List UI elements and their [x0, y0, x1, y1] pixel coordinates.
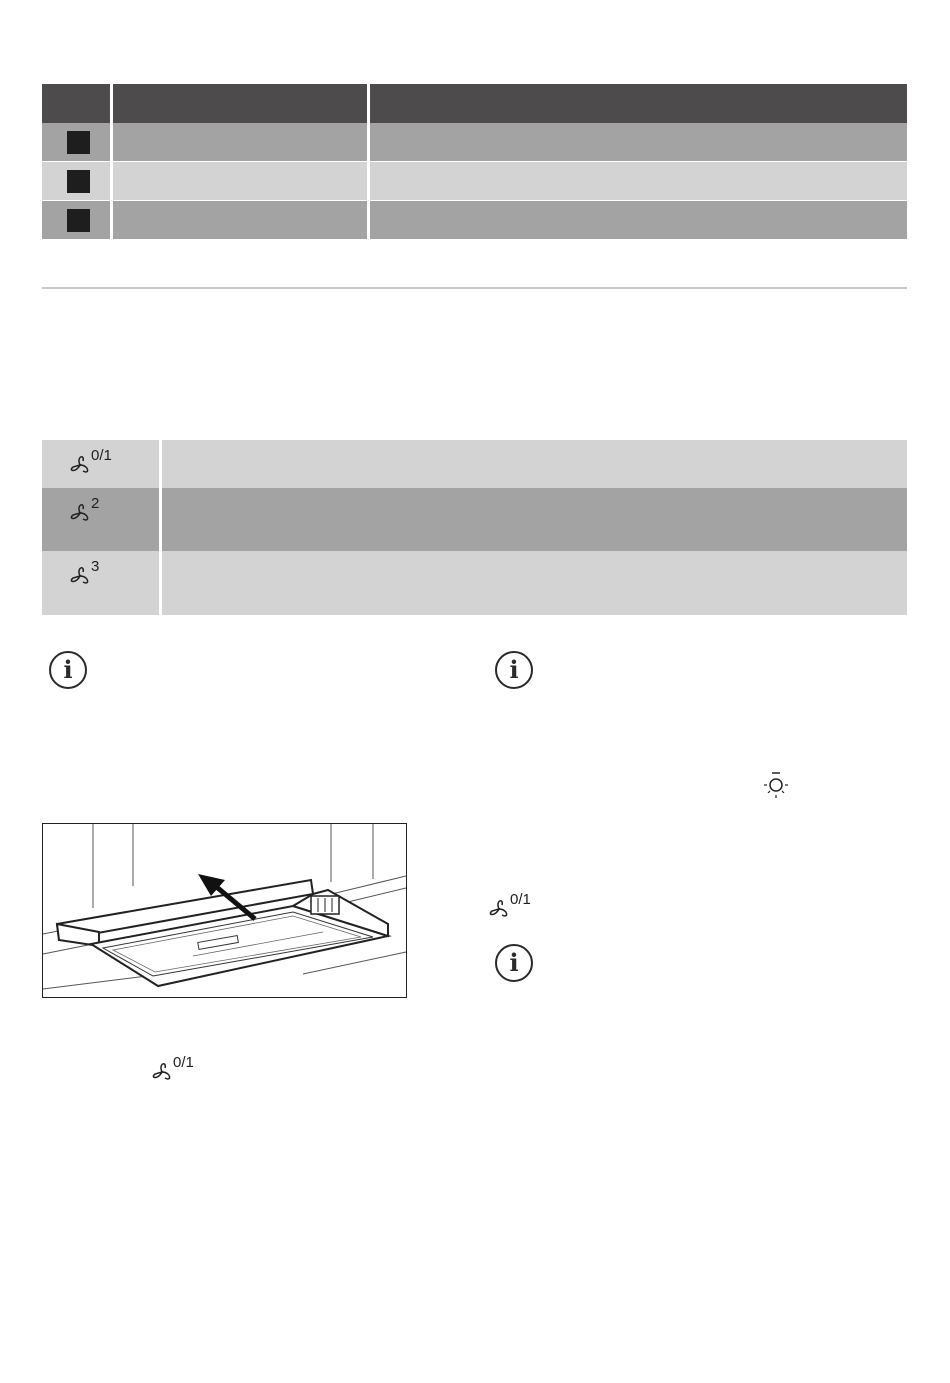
info-icon: i — [495, 651, 533, 689]
fan-speed-inline: 0/1 — [489, 893, 549, 923]
fan-icon — [489, 897, 511, 921]
fan-speed-row — [42, 440, 907, 488]
key-square-icon — [67, 170, 90, 193]
light-bulb-icon — [762, 770, 790, 800]
section-divider — [42, 287, 907, 289]
table-divider — [110, 84, 113, 239]
key-table — [42, 84, 907, 239]
fan-speed-label: 2 — [70, 497, 130, 527]
key-table-row — [42, 201, 907, 239]
key-square-icon — [67, 131, 90, 154]
key-table-header — [42, 84, 907, 123]
fan-icon — [152, 1060, 174, 1084]
hood-illustration — [42, 823, 407, 998]
key-square-icon — [67, 209, 90, 232]
fan-speed-label: 0/1 — [70, 449, 130, 479]
fan-speed-row — [42, 488, 907, 551]
fan-speed-inline: 0/1 — [152, 1056, 212, 1086]
key-table-row — [42, 162, 907, 200]
table-divider — [367, 84, 370, 239]
fan-icon — [70, 453, 92, 477]
fan-speed-label: 3 — [70, 560, 130, 590]
table-divider — [159, 440, 162, 615]
hood-drawing — [43, 824, 406, 997]
info-icon: i — [495, 944, 533, 982]
info-icon: i — [49, 651, 87, 689]
fan-speed-table — [42, 440, 907, 615]
fan-icon — [70, 564, 92, 588]
fan-icon — [70, 501, 92, 525]
fan-speed-row — [42, 551, 907, 615]
key-table-row — [42, 123, 907, 161]
